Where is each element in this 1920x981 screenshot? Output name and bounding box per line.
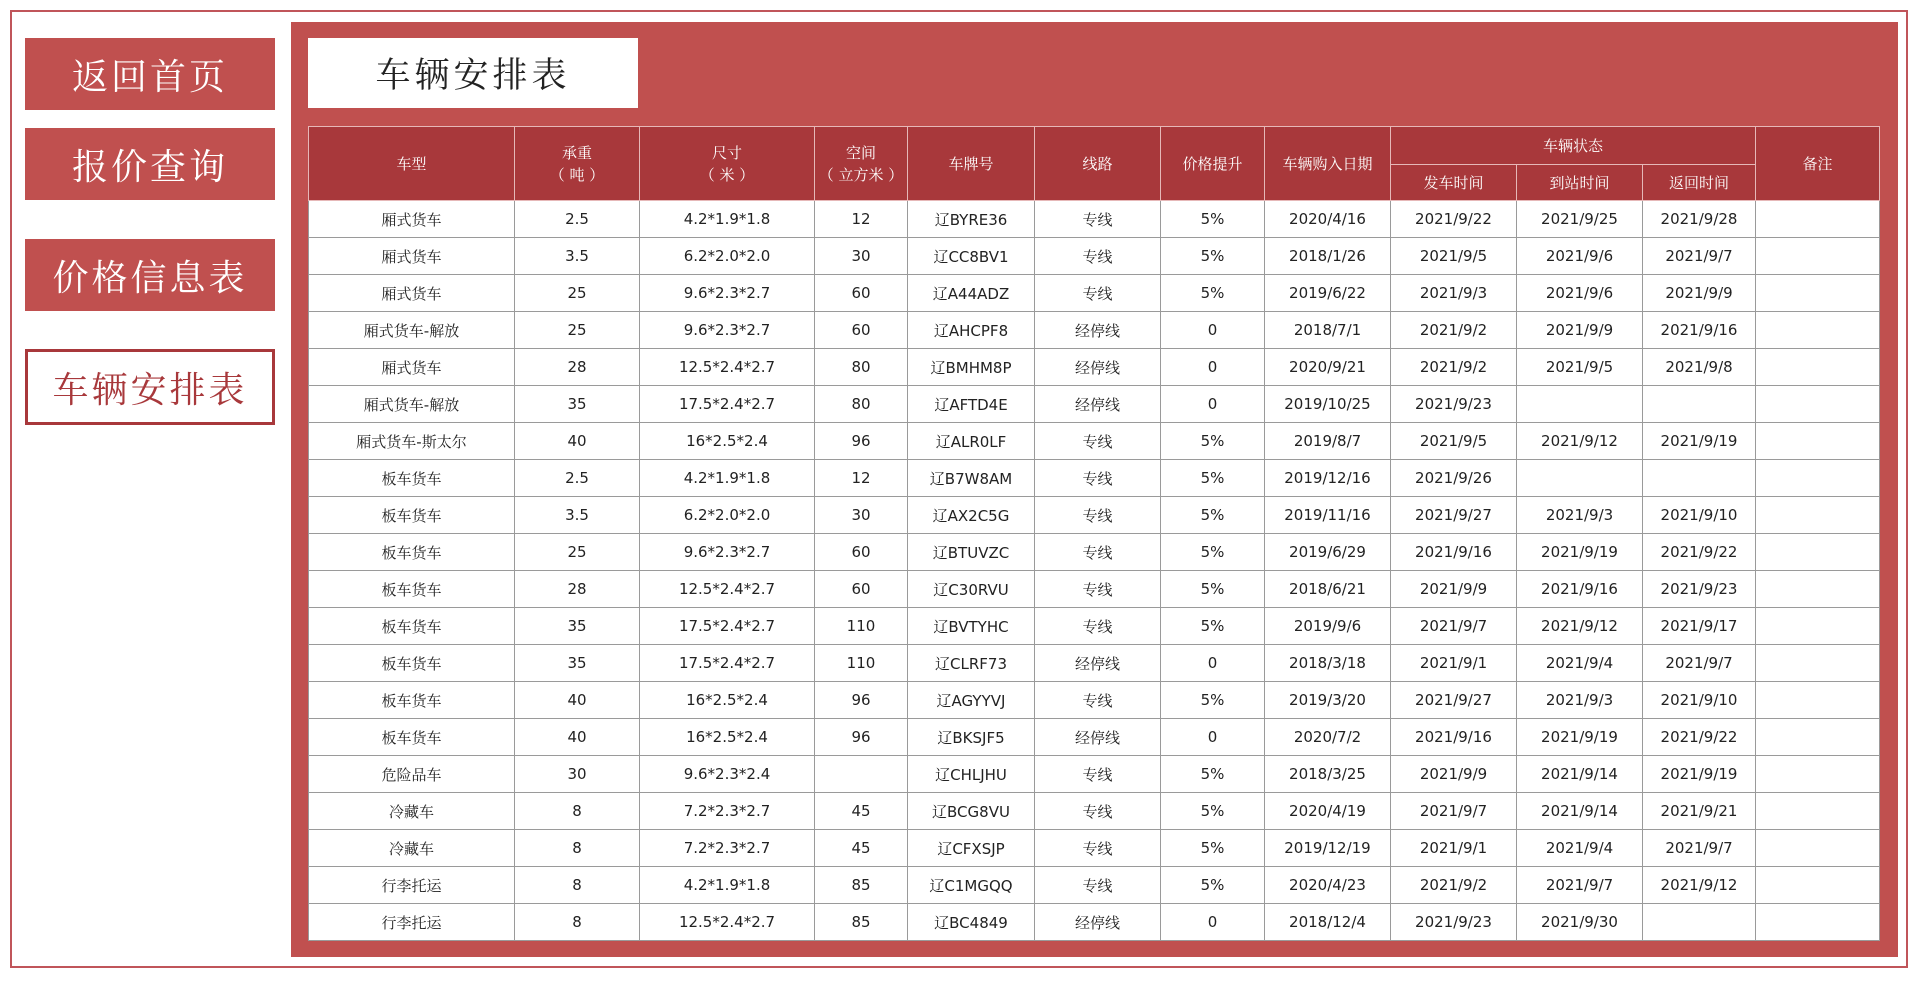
header-space-unit: （ 立方米 ）: [818, 165, 904, 184]
cell-size[interactable]: 7.2*2.3*2.7: [640, 830, 815, 867]
cell-space[interactable]: 30: [815, 497, 908, 534]
cell-size[interactable]: 17.5*2.4*2.7: [640, 645, 815, 682]
cell-size[interactable]: 12.5*2.4*2.7: [640, 349, 815, 386]
cell-plate[interactable]: 辽BVTYHC: [908, 608, 1035, 645]
cell-return-time[interactable]: 2021/9/16: [1643, 312, 1756, 349]
cell-purchase-date[interactable]: 2019/12/16: [1265, 460, 1391, 497]
cell-type[interactable]: 板车货车: [309, 460, 515, 497]
table-row[interactable]: [309, 682, 1880, 719]
cell-load[interactable]: 8: [515, 904, 640, 941]
cell-type[interactable]: 板车货车: [309, 608, 515, 645]
cell-purchase-date[interactable]: 2019/8/7: [1265, 423, 1391, 460]
cell-arrive-time[interactable]: 2021/9/4: [1517, 645, 1643, 682]
cell-price-raise[interactable]: 5%: [1161, 423, 1265, 460]
table-row[interactable]: [309, 349, 1880, 386]
cell-route[interactable]: 专线: [1035, 460, 1161, 497]
cell-note[interactable]: [1756, 793, 1880, 830]
cell-size[interactable]: 4.2*1.9*1.8: [640, 460, 815, 497]
cell-note[interactable]: [1756, 386, 1880, 423]
cell-note[interactable]: [1756, 830, 1880, 867]
cell-plate[interactable]: 辽CLRF73: [908, 645, 1035, 682]
cell-return-time[interactable]: 2021/9/28: [1643, 201, 1756, 238]
cell-load[interactable]: 40: [515, 719, 640, 756]
cell-plate[interactable]: 辽B7W8AM: [908, 460, 1035, 497]
table-body: [309, 201, 1880, 941]
cell-load[interactable]: 30: [515, 756, 640, 793]
cell-size[interactable]: 9.6*2.3*2.7: [640, 534, 815, 571]
cell-price-raise[interactable]: 5%: [1161, 275, 1265, 312]
cell-note[interactable]: [1756, 423, 1880, 460]
cell-plate[interactable]: 辽AHCPF8: [908, 312, 1035, 349]
cell-depart-time[interactable]: 2021/9/2: [1391, 349, 1517, 386]
table-row[interactable]: [309, 201, 1880, 238]
cell-load[interactable]: 35: [515, 386, 640, 423]
cell-note[interactable]: [1756, 497, 1880, 534]
cell-arrive-time[interactable]: 2021/9/25: [1517, 201, 1643, 238]
cell-plate[interactable]: 辽AGYYVJ: [908, 682, 1035, 719]
cell-note[interactable]: [1756, 201, 1880, 238]
cell-space[interactable]: 60: [815, 534, 908, 571]
cell-return-time[interactable]: [1643, 386, 1756, 423]
table-row[interactable]: [309, 756, 1880, 793]
cell-space[interactable]: 30: [815, 238, 908, 275]
cell-type[interactable]: 厢式货车: [309, 275, 515, 312]
cell-route[interactable]: 专线: [1035, 423, 1161, 460]
cell-price-raise[interactable]: 5%: [1161, 534, 1265, 571]
cell-space[interactable]: 80: [815, 386, 908, 423]
cell-plate[interactable]: 辽BYRE36: [908, 201, 1035, 238]
cell-size[interactable]: 17.5*2.4*2.7: [640, 386, 815, 423]
cell-depart-time[interactable]: 2021/9/7: [1391, 793, 1517, 830]
cell-note[interactable]: [1756, 682, 1880, 719]
cell-space[interactable]: 110: [815, 645, 908, 682]
page-title: 车辆安排表: [308, 38, 638, 108]
cell-space[interactable]: 45: [815, 793, 908, 830]
cell-size[interactable]: 9.6*2.3*2.4: [640, 756, 815, 793]
cell-arrive-time[interactable]: 2021/9/6: [1517, 275, 1643, 312]
vehicle-schedule-table: [308, 126, 1880, 941]
cell-price-raise[interactable]: 5%: [1161, 756, 1265, 793]
cell-note[interactable]: [1756, 756, 1880, 793]
cell-purchase-date[interactable]: 2020/9/21: [1265, 349, 1391, 386]
cell-return-time[interactable]: 2021/9/12: [1643, 867, 1756, 904]
cell-depart-time[interactable]: 2021/9/16: [1391, 534, 1517, 571]
cell-price-raise[interactable]: 5%: [1161, 830, 1265, 867]
cell-type[interactable]: 板车货车: [309, 571, 515, 608]
header-note[interactable]: 备注: [1756, 127, 1880, 201]
cell-price-raise[interactable]: 0: [1161, 386, 1265, 423]
cell-plate[interactable]: 辽CC8BV1: [908, 238, 1035, 275]
cell-plate[interactable]: 辽C30RVU: [908, 571, 1035, 608]
cell-arrive-time[interactable]: 2021/9/5: [1517, 349, 1643, 386]
cell-return-time[interactable]: 2021/9/10: [1643, 497, 1756, 534]
cell-price-raise[interactable]: 5%: [1161, 238, 1265, 275]
cell-plate[interactable]: 辽BKSJF5: [908, 719, 1035, 756]
cell-space[interactable]: 96: [815, 423, 908, 460]
cell-type[interactable]: 行李托运: [309, 867, 515, 904]
header-load-label: 承重: [561, 143, 592, 162]
cell-purchase-date[interactable]: 2020/4/16: [1265, 201, 1391, 238]
cell-load[interactable]: 8: [515, 867, 640, 904]
cell-plate[interactable]: 辽AX2C5G: [908, 497, 1035, 534]
cell-size[interactable]: 7.2*2.3*2.7: [640, 793, 815, 830]
cell-depart-time[interactable]: 2021/9/16: [1391, 719, 1517, 756]
cell-price-raise[interactable]: 5%: [1161, 608, 1265, 645]
cell-purchase-date[interactable]: 2020/7/2: [1265, 719, 1391, 756]
header-plate[interactable]: 车牌号: [908, 127, 1035, 201]
cell-return-time[interactable]: 2021/9/22: [1643, 534, 1756, 571]
cell-size[interactable]: 4.2*1.9*1.8: [640, 867, 815, 904]
cell-load[interactable]: 40: [515, 423, 640, 460]
cell-load[interactable]: 2.5: [515, 460, 640, 497]
header-space-label: 空间: [845, 143, 876, 162]
cell-depart-time[interactable]: 2021/9/2: [1391, 312, 1517, 349]
cell-type[interactable]: 板车货车: [309, 497, 515, 534]
table-row[interactable]: [309, 719, 1880, 756]
cell-size[interactable]: 16*2.5*2.4: [640, 423, 815, 460]
cell-route[interactable]: 专线: [1035, 756, 1161, 793]
cell-arrive-time[interactable]: 2021/9/14: [1517, 756, 1643, 793]
header-vehicle-status[interactable]: 车辆状态: [1391, 127, 1756, 165]
cell-route[interactable]: 经停线: [1035, 904, 1161, 941]
cell-plate[interactable]: 辽BC4849: [908, 904, 1035, 941]
cell-plate[interactable]: 辽C1MGQQ: [908, 867, 1035, 904]
cell-note[interactable]: [1756, 645, 1880, 682]
cell-type[interactable]: 行李托运: [309, 904, 515, 941]
cell-route[interactable]: 专线: [1035, 682, 1161, 719]
cell-arrive-time[interactable]: 2021/9/12: [1517, 608, 1643, 645]
cell-route[interactable]: 经停线: [1035, 719, 1161, 756]
cell-route[interactable]: 专线: [1035, 608, 1161, 645]
table-row[interactable]: [309, 904, 1880, 941]
cell-purchase-date[interactable]: 2019/10/25: [1265, 386, 1391, 423]
cell-type[interactable]: 板车货车: [309, 645, 515, 682]
cell-load[interactable]: 3.5: [515, 238, 640, 275]
cell-depart-time[interactable]: 2021/9/9: [1391, 571, 1517, 608]
cell-price-raise[interactable]: 5%: [1161, 460, 1265, 497]
nav-price-info-button[interactable]: 价格信息表: [25, 239, 275, 311]
header-size-unit: （ 米 ）: [699, 165, 755, 184]
cell-type[interactable]: 危险品车: [309, 756, 515, 793]
cell-return-time[interactable]: 2021/9/7: [1643, 645, 1756, 682]
cell-plate[interactable]: 辽ALR0LF: [908, 423, 1035, 460]
cell-price-raise[interactable]: 5%: [1161, 497, 1265, 534]
cell-note[interactable]: [1756, 312, 1880, 349]
cell-load[interactable]: 8: [515, 793, 640, 830]
cell-route[interactable]: 专线: [1035, 571, 1161, 608]
cell-load[interactable]: 25: [515, 275, 640, 312]
cell-load[interactable]: 35: [515, 608, 640, 645]
cell-purchase-date[interactable]: 2020/4/19: [1265, 793, 1391, 830]
table-row[interactable]: [309, 460, 1880, 497]
cell-arrive-time[interactable]: 2021/9/30: [1517, 904, 1643, 941]
cell-note[interactable]: [1756, 571, 1880, 608]
cell-size[interactable]: 16*2.5*2.4: [640, 719, 815, 756]
cell-depart-time[interactable]: 2021/9/1: [1391, 830, 1517, 867]
cell-load[interactable]: 3.5: [515, 497, 640, 534]
table-row[interactable]: [309, 423, 1880, 460]
cell-route[interactable]: 专线: [1035, 497, 1161, 534]
cell-depart-time[interactable]: 2021/9/22: [1391, 201, 1517, 238]
cell-depart-time[interactable]: 2021/9/5: [1391, 238, 1517, 275]
cell-arrive-time[interactable]: 2021/9/3: [1517, 682, 1643, 719]
cell-route[interactable]: 专线: [1035, 867, 1161, 904]
cell-arrive-time[interactable]: 2021/9/7: [1517, 867, 1643, 904]
cell-purchase-date[interactable]: 2018/3/18: [1265, 645, 1391, 682]
table-row[interactable]: [309, 830, 1880, 867]
cell-depart-time[interactable]: 2021/9/1: [1391, 645, 1517, 682]
cell-space[interactable]: 85: [815, 904, 908, 941]
cell-note[interactable]: [1756, 608, 1880, 645]
cell-size[interactable]: 9.6*2.3*2.7: [640, 275, 815, 312]
cell-plate[interactable]: 辽BMHM8P: [908, 349, 1035, 386]
cell-space[interactable]: 96: [815, 682, 908, 719]
cell-size[interactable]: 12.5*2.4*2.7: [640, 571, 815, 608]
cell-price-raise[interactable]: 5%: [1161, 793, 1265, 830]
cell-size[interactable]: 16*2.5*2.4: [640, 682, 815, 719]
nav-home-button[interactable]: 返回首页: [25, 38, 275, 110]
header-arrive-time[interactable]: 到站时间: [1517, 165, 1643, 201]
cell-arrive-time[interactable]: 2021/9/19: [1517, 719, 1643, 756]
cell-route[interactable]: 专线: [1035, 238, 1161, 275]
cell-plate[interactable]: 辽BCG8VU: [908, 793, 1035, 830]
header-size-label: 尺寸: [711, 143, 742, 162]
cell-return-time[interactable]: 2021/9/10: [1643, 682, 1756, 719]
header-purchase-date[interactable]: 车辆购入日期: [1265, 127, 1391, 201]
cell-return-time[interactable]: 2021/9/8: [1643, 349, 1756, 386]
cell-note[interactable]: [1756, 275, 1880, 312]
cell-plate[interactable]: 辽CHLJHU: [908, 756, 1035, 793]
cell-depart-time[interactable]: 2021/9/27: [1391, 682, 1517, 719]
cell-return-time[interactable]: [1643, 904, 1756, 941]
cell-space[interactable]: 96: [815, 719, 908, 756]
cell-note[interactable]: [1756, 534, 1880, 571]
cell-space[interactable]: 80: [815, 349, 908, 386]
table-row[interactable]: [309, 793, 1880, 830]
cell-load[interactable]: 8: [515, 830, 640, 867]
cell-plate[interactable]: 辽A44ADZ: [908, 275, 1035, 312]
cell-depart-time[interactable]: 2021/9/5: [1391, 423, 1517, 460]
cell-return-time[interactable]: 2021/9/7: [1643, 238, 1756, 275]
cell-route[interactable]: 经停线: [1035, 349, 1161, 386]
cell-route[interactable]: 专线: [1035, 275, 1161, 312]
cell-return-time[interactable]: 2021/9/7: [1643, 830, 1756, 867]
table-row[interactable]: [309, 534, 1880, 571]
cell-route[interactable]: 专线: [1035, 830, 1161, 867]
cell-purchase-date[interactable]: 2019/11/16: [1265, 497, 1391, 534]
cell-route[interactable]: 专线: [1035, 534, 1161, 571]
cell-note[interactable]: [1756, 719, 1880, 756]
cell-type[interactable]: 厢式货车: [309, 349, 515, 386]
cell-space[interactable]: 60: [815, 275, 908, 312]
cell-type[interactable]: 厢式货车-解放: [309, 312, 515, 349]
cell-purchase-date[interactable]: 2019/3/20: [1265, 682, 1391, 719]
cell-depart-time[interactable]: 2021/9/23: [1391, 904, 1517, 941]
cell-route[interactable]: 经停线: [1035, 386, 1161, 423]
table-row[interactable]: [309, 238, 1880, 275]
nav-quote-query-button[interactable]: 报价查询: [25, 128, 275, 200]
cell-type[interactable]: 厢式货车: [309, 201, 515, 238]
cell-purchase-date[interactable]: 2019/6/22: [1265, 275, 1391, 312]
cell-type[interactable]: 冷藏车: [309, 793, 515, 830]
cell-load[interactable]: 35: [515, 645, 640, 682]
cell-note[interactable]: [1756, 867, 1880, 904]
cell-size[interactable]: 6.2*2.0*2.0: [640, 497, 815, 534]
cell-depart-time[interactable]: 2021/9/2: [1391, 867, 1517, 904]
cell-route[interactable]: 经停线: [1035, 645, 1161, 682]
cell-plate[interactable]: 辽CFXSJP: [908, 830, 1035, 867]
cell-note[interactable]: [1756, 460, 1880, 497]
cell-return-time[interactable]: 2021/9/21: [1643, 793, 1756, 830]
cell-purchase-date[interactable]: 2018/12/4: [1265, 904, 1391, 941]
cell-arrive-time[interactable]: [1517, 386, 1643, 423]
cell-arrive-time[interactable]: 2021/9/19: [1517, 534, 1643, 571]
cell-return-time[interactable]: 2021/9/17: [1643, 608, 1756, 645]
cell-route[interactable]: 经停线: [1035, 312, 1161, 349]
cell-price-raise[interactable]: 5%: [1161, 867, 1265, 904]
cell-arrive-time[interactable]: 2021/9/6: [1517, 238, 1643, 275]
cell-arrive-time[interactable]: 2021/9/12: [1517, 423, 1643, 460]
header-type[interactable]: 车型: [309, 127, 515, 201]
cell-purchase-date[interactable]: 2018/3/25: [1265, 756, 1391, 793]
cell-depart-time[interactable]: 2021/9/26: [1391, 460, 1517, 497]
cell-plate[interactable]: 辽BTUVZC: [908, 534, 1035, 571]
table-row[interactable]: [309, 312, 1880, 349]
header-route[interactable]: 线路: [1035, 127, 1161, 201]
cell-plate[interactable]: 辽AFTD4E: [908, 386, 1035, 423]
cell-space[interactable]: 110: [815, 608, 908, 645]
cell-depart-time[interactable]: 2021/9/27: [1391, 497, 1517, 534]
cell-price-raise[interactable]: 0: [1161, 645, 1265, 682]
cell-arrive-time[interactable]: 2021/9/4: [1517, 830, 1643, 867]
cell-space[interactable]: 45: [815, 830, 908, 867]
nav-vehicle-schedule-button[interactable]: 车辆安排表: [25, 349, 275, 425]
cell-return-time[interactable]: 2021/9/22: [1643, 719, 1756, 756]
cell-load[interactable]: 25: [515, 534, 640, 571]
cell-type[interactable]: 厢式货车: [309, 238, 515, 275]
cell-type[interactable]: 板车货车: [309, 534, 515, 571]
cell-price-raise[interactable]: 5%: [1161, 201, 1265, 238]
table-row[interactable]: [309, 645, 1880, 682]
cell-purchase-date[interactable]: 2018/6/21: [1265, 571, 1391, 608]
cell-purchase-date[interactable]: 2018/1/26: [1265, 238, 1391, 275]
cell-price-raise[interactable]: 0: [1161, 349, 1265, 386]
cell-size[interactable]: 6.2*2.0*2.0: [640, 238, 815, 275]
table-row[interactable]: [309, 571, 1880, 608]
cell-type[interactable]: 板车货车: [309, 719, 515, 756]
cell-space[interactable]: 85: [815, 867, 908, 904]
cell-arrive-time[interactable]: 2021/9/16: [1517, 571, 1643, 608]
cell-purchase-date[interactable]: 2018/7/1: [1265, 312, 1391, 349]
table-row[interactable]: [309, 497, 1880, 534]
cell-arrive-time[interactable]: 2021/9/9: [1517, 312, 1643, 349]
cell-arrive-time[interactable]: 2021/9/14: [1517, 793, 1643, 830]
cell-size[interactable]: 4.2*1.9*1.8: [640, 201, 815, 238]
cell-load[interactable]: 2.5: [515, 201, 640, 238]
cell-route[interactable]: 专线: [1035, 793, 1161, 830]
header-size[interactable]: [640, 127, 815, 201]
table-row[interactable]: [309, 386, 1880, 423]
cell-purchase-date[interactable]: 2019/9/6: [1265, 608, 1391, 645]
cell-type[interactable]: 板车货车: [309, 682, 515, 719]
table-row[interactable]: [309, 608, 1880, 645]
header-depart-time[interactable]: 发车时间: [1391, 165, 1517, 201]
header-return-time[interactable]: 返回时间: [1643, 165, 1756, 201]
cell-purchase-date[interactable]: 2020/4/23: [1265, 867, 1391, 904]
cell-depart-time[interactable]: 2021/9/23: [1391, 386, 1517, 423]
cell-note[interactable]: [1756, 238, 1880, 275]
header-space[interactable]: [815, 127, 908, 201]
cell-load[interactable]: 40: [515, 682, 640, 719]
cell-space[interactable]: 12: [815, 460, 908, 497]
cell-price-raise[interactable]: 5%: [1161, 571, 1265, 608]
cell-return-time[interactable]: 2021/9/19: [1643, 423, 1756, 460]
cell-price-raise[interactable]: 5%: [1161, 682, 1265, 719]
table-row[interactable]: [309, 275, 1880, 312]
cell-depart-time[interactable]: 2021/9/3: [1391, 275, 1517, 312]
cell-space[interactable]: 60: [815, 312, 908, 349]
main-panel: [291, 22, 1898, 957]
cell-depart-time[interactable]: 2021/9/7: [1391, 608, 1517, 645]
cell-return-time[interactable]: 2021/9/23: [1643, 571, 1756, 608]
cell-arrive-time[interactable]: 2021/9/3: [1517, 497, 1643, 534]
cell-size[interactable]: 9.6*2.3*2.7: [640, 312, 815, 349]
cell-note[interactable]: [1756, 904, 1880, 941]
cell-purchase-date[interactable]: 2019/12/19: [1265, 830, 1391, 867]
cell-load[interactable]: 28: [515, 571, 640, 608]
cell-type[interactable]: 冷藏车: [309, 830, 515, 867]
cell-price-raise[interactable]: 0: [1161, 719, 1265, 756]
cell-type[interactable]: 厢式货车-斯太尔: [309, 423, 515, 460]
cell-load[interactable]: 28: [515, 349, 640, 386]
cell-price-raise[interactable]: 0: [1161, 312, 1265, 349]
cell-price-raise[interactable]: 0: [1161, 904, 1265, 941]
cell-size[interactable]: 12.5*2.4*2.7: [640, 904, 815, 941]
cell-return-time[interactable]: 2021/9/9: [1643, 275, 1756, 312]
cell-load[interactable]: 25: [515, 312, 640, 349]
table-row[interactable]: [309, 867, 1880, 904]
cell-note[interactable]: [1756, 349, 1880, 386]
cell-type[interactable]: 厢式货车-解放: [309, 386, 515, 423]
cell-size[interactable]: 17.5*2.4*2.7: [640, 608, 815, 645]
header-load[interactable]: [515, 127, 640, 201]
cell-return-time[interactable]: 2021/9/19: [1643, 756, 1756, 793]
cell-space[interactable]: [815, 756, 908, 793]
cell-space[interactable]: 12: [815, 201, 908, 238]
cell-space[interactable]: 60: [815, 571, 908, 608]
cell-route[interactable]: 专线: [1035, 201, 1161, 238]
cell-purchase-date[interactable]: 2019/6/29: [1265, 534, 1391, 571]
header-price-raise[interactable]: 价格提升: [1161, 127, 1265, 201]
cell-depart-time[interactable]: 2021/9/9: [1391, 756, 1517, 793]
cell-return-time[interactable]: [1643, 460, 1756, 497]
cell-arrive-time[interactable]: [1517, 460, 1643, 497]
header-load-unit: （ 吨 ）: [549, 165, 605, 184]
